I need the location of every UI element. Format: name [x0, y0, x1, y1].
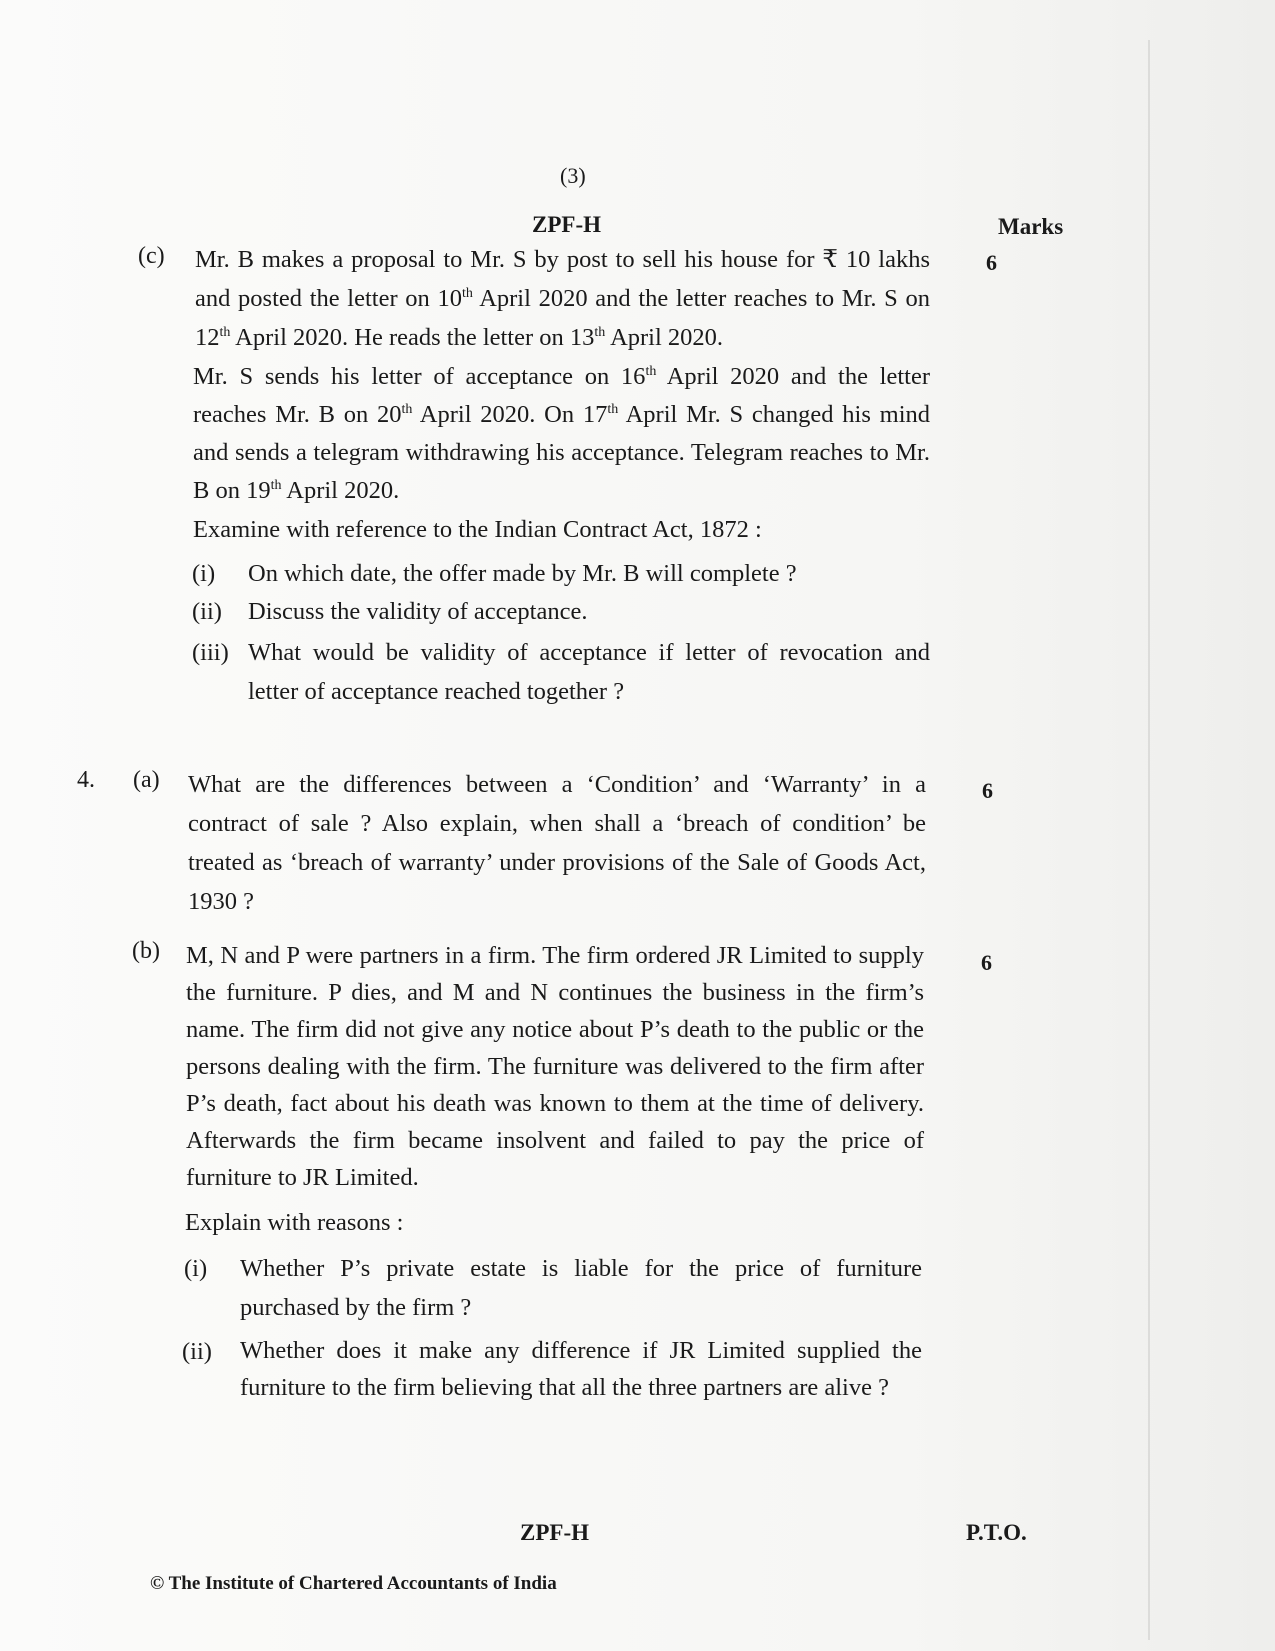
q3c-marks: 6 [986, 250, 997, 275]
q4b-item-i-num: (i) [184, 1255, 208, 1282]
q4b-item-ii-text: Whether does it make any difference if JR Limited supplied the furniture to the firm believing that all the three partners are alive ? [240, 1337, 922, 1401]
q4b-marks: 6 [981, 950, 992, 975]
pto-label: P.T.O. [966, 1520, 1027, 1545]
q4b-item-ii-num: (ii) [182, 1338, 212, 1365]
q3c-item-i-num: (i) [192, 560, 216, 587]
q3c-paragraph-1: Mr. B makes a proposal to Mr. S by post to sell his house for ₹ 10 lakhs and posted the letter on 10th April 2020 and the letter reaches to Mr. S on 12th April 2020. He reads the letter on 13th April 2020. [195, 246, 930, 351]
q4b-prompt: Explain with reasons : [185, 1209, 404, 1236]
q3c-item-ii-num: (ii) [192, 598, 222, 625]
paper-code-footer: ZPF-H [520, 1520, 589, 1545]
q3c-paragraph-3: Examine with reference to the Indian Contract Act, 1872 : [193, 516, 762, 543]
paper-code-header: ZPF-H [532, 212, 601, 237]
q4a-label: (a) [133, 767, 160, 793]
q3c-item-ii-text: Discuss the validity of acceptance. [248, 598, 588, 625]
copyright-notice: © The Institute of Chartered Accountants of India [150, 1573, 557, 1594]
q3c-paragraph-2: Mr. S sends his letter of acceptance on 16th April 2020 and the letter reaches Mr. B on 20th April 2020. On 17th April Mr. S changed his mind and sends a telegram withdrawing his acceptance. Telegram reaches to Mr. B on 19th April 2020. [193, 363, 931, 504]
q4b-item-i-text: Whether P’s private estate is liable for the price of furniture purchased by the firm ? [240, 1255, 922, 1321]
q3c-item-i-text: On which date, the offer made by Mr. B will complete ? [248, 560, 797, 587]
q3c-item-iii-text: What would be validity of acceptance if letter of revocation and letter of acceptance reached together ? [248, 639, 930, 705]
q4b-text: M, N and P were partners in a firm. The firm ordered JR Limited to supply the furniture. P dies, and M and N continues the business in the firm’s name. The firm did not give any notice about P’s death to the public or the persons dealing with the firm. The furniture was delivered to the firm after P’s death, fact about his death was known to them at the time of delivery. Afterwards the firm became insolvent and failed to pay the price of furniture to JR Limited. [186, 942, 924, 1191]
q4b-label: (b) [132, 938, 160, 964]
q4a-marks: 6 [982, 778, 993, 803]
q4a-text: What are the differences between a ‘Condition’ and ‘Warranty’ in a contract of sale ? Also explain, when shall a ‘breach of condition’ be treated as ‘breach of warranty’ under provisions of the Sale of Goods Act, 1930 ? [188, 771, 926, 915]
page-edge-shadow [1148, 40, 1150, 1640]
marks-heading: Marks [998, 214, 1064, 239]
page-number: (3) [560, 163, 586, 188]
q3c-label: (c) [138, 243, 165, 269]
q3c-item-iii-num: (iii) [192, 639, 229, 666]
q4-number: 4. [77, 767, 95, 793]
